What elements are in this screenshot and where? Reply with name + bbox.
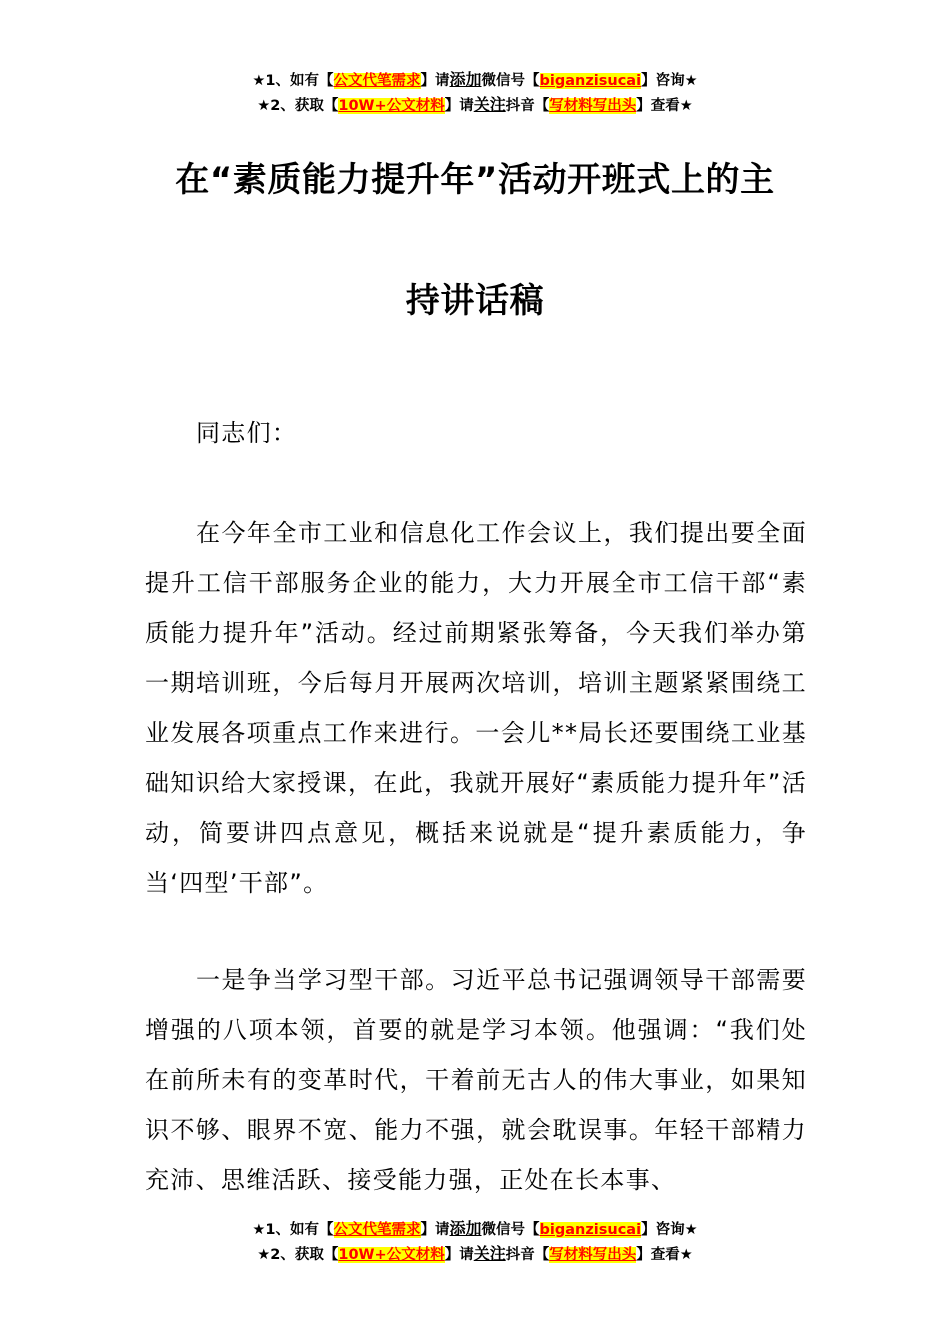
footer-banner bbox=[0, 1217, 950, 1267]
paragraph-intro: 在今年全市工业和信息化工作会议上，我们提出要全面提升工信干部服务企业的能力，大力开展全市工信干部“素质能力提升年”活动。经过前期紧张筹备，今天我们举办第一期培训班，今后每月开展两次培训，培训主题紧紧围绕工业发展各项重点工作来进行。一会儿**局长还要围绕工业基础知识给大家授课，在此，我就开展好“素质能力提升年”活动，简要讲四点意见，概括来说就是“提升素质能力，争当‘四型’干部”。 bbox=[145, 519, 807, 897]
highlight-ghostwriting: 公文代笔需求 bbox=[333, 73, 421, 89]
salutation: 同志们： bbox=[196, 419, 298, 447]
banner-text: ★1、如有【 bbox=[252, 73, 334, 89]
document-body-section-1 bbox=[145, 955, 807, 1205]
underlined-add: 添加 bbox=[449, 1219, 482, 1238]
banner-text: 微信号【 bbox=[481, 1222, 540, 1238]
banner-text: 抖音【 bbox=[505, 98, 550, 114]
banner-text: 微信号【 bbox=[481, 73, 540, 89]
highlight-wechat-id: biganzisucai bbox=[539, 73, 642, 89]
header-banner bbox=[0, 68, 950, 118]
highlight-douyin-account: 写材料写出头 bbox=[549, 1247, 637, 1263]
banner-text: ★2、获取【 bbox=[257, 1247, 339, 1263]
banner-text: 】查看★ bbox=[636, 98, 693, 114]
banner-text: ★1、如有【 bbox=[252, 1222, 334, 1238]
highlight-materials: 10W+公文材料 bbox=[338, 98, 445, 114]
banner-text: 】请 bbox=[444, 1247, 474, 1263]
banner-text: 抖音【 bbox=[505, 1247, 550, 1263]
document-title-line-1: 在“素质能力提升年”活动开班式上的主 bbox=[175, 160, 775, 200]
underlined-add: 添加 bbox=[449, 70, 482, 89]
banner-line-2 bbox=[0, 1242, 950, 1267]
banner-line-2 bbox=[0, 93, 950, 118]
banner-line-1 bbox=[0, 68, 950, 93]
document-title-line-2: 持讲话稿 bbox=[405, 281, 545, 321]
banner-text: 】咨询★ bbox=[641, 73, 698, 89]
underlined-follow: 关注 bbox=[473, 1244, 506, 1263]
banner-text: 】咨询★ bbox=[641, 1222, 698, 1238]
paragraph-learning-cadre: 一是争当学习型干部。习近平总书记强调领导干部需要增强的八项本领，首要的就是学习本领。他强调：“我们处在前所未有的变革时代，干着前无古人的伟大事业，如果知识不够、眼界不宽、能力不强，就会耽误事。年轻干部精力充沛、思维活跃、接受能力强，正处在长本事、 bbox=[145, 966, 807, 1194]
highlight-douyin-account: 写材料写出头 bbox=[549, 98, 637, 114]
banner-text: ★2、获取【 bbox=[257, 98, 339, 114]
banner-text: 】请 bbox=[420, 73, 450, 89]
banner-text: 】请 bbox=[444, 98, 474, 114]
document-body bbox=[145, 508, 807, 908]
banner-line-1 bbox=[0, 1217, 950, 1242]
highlight-wechat-id: biganzisucai bbox=[539, 1222, 642, 1238]
banner-text: 】查看★ bbox=[636, 1247, 693, 1263]
highlight-ghostwriting: 公文代笔需求 bbox=[333, 1222, 421, 1238]
highlight-materials: 10W+公文材料 bbox=[338, 1247, 445, 1263]
underlined-follow: 关注 bbox=[473, 95, 506, 114]
banner-text: 】请 bbox=[420, 1222, 450, 1238]
